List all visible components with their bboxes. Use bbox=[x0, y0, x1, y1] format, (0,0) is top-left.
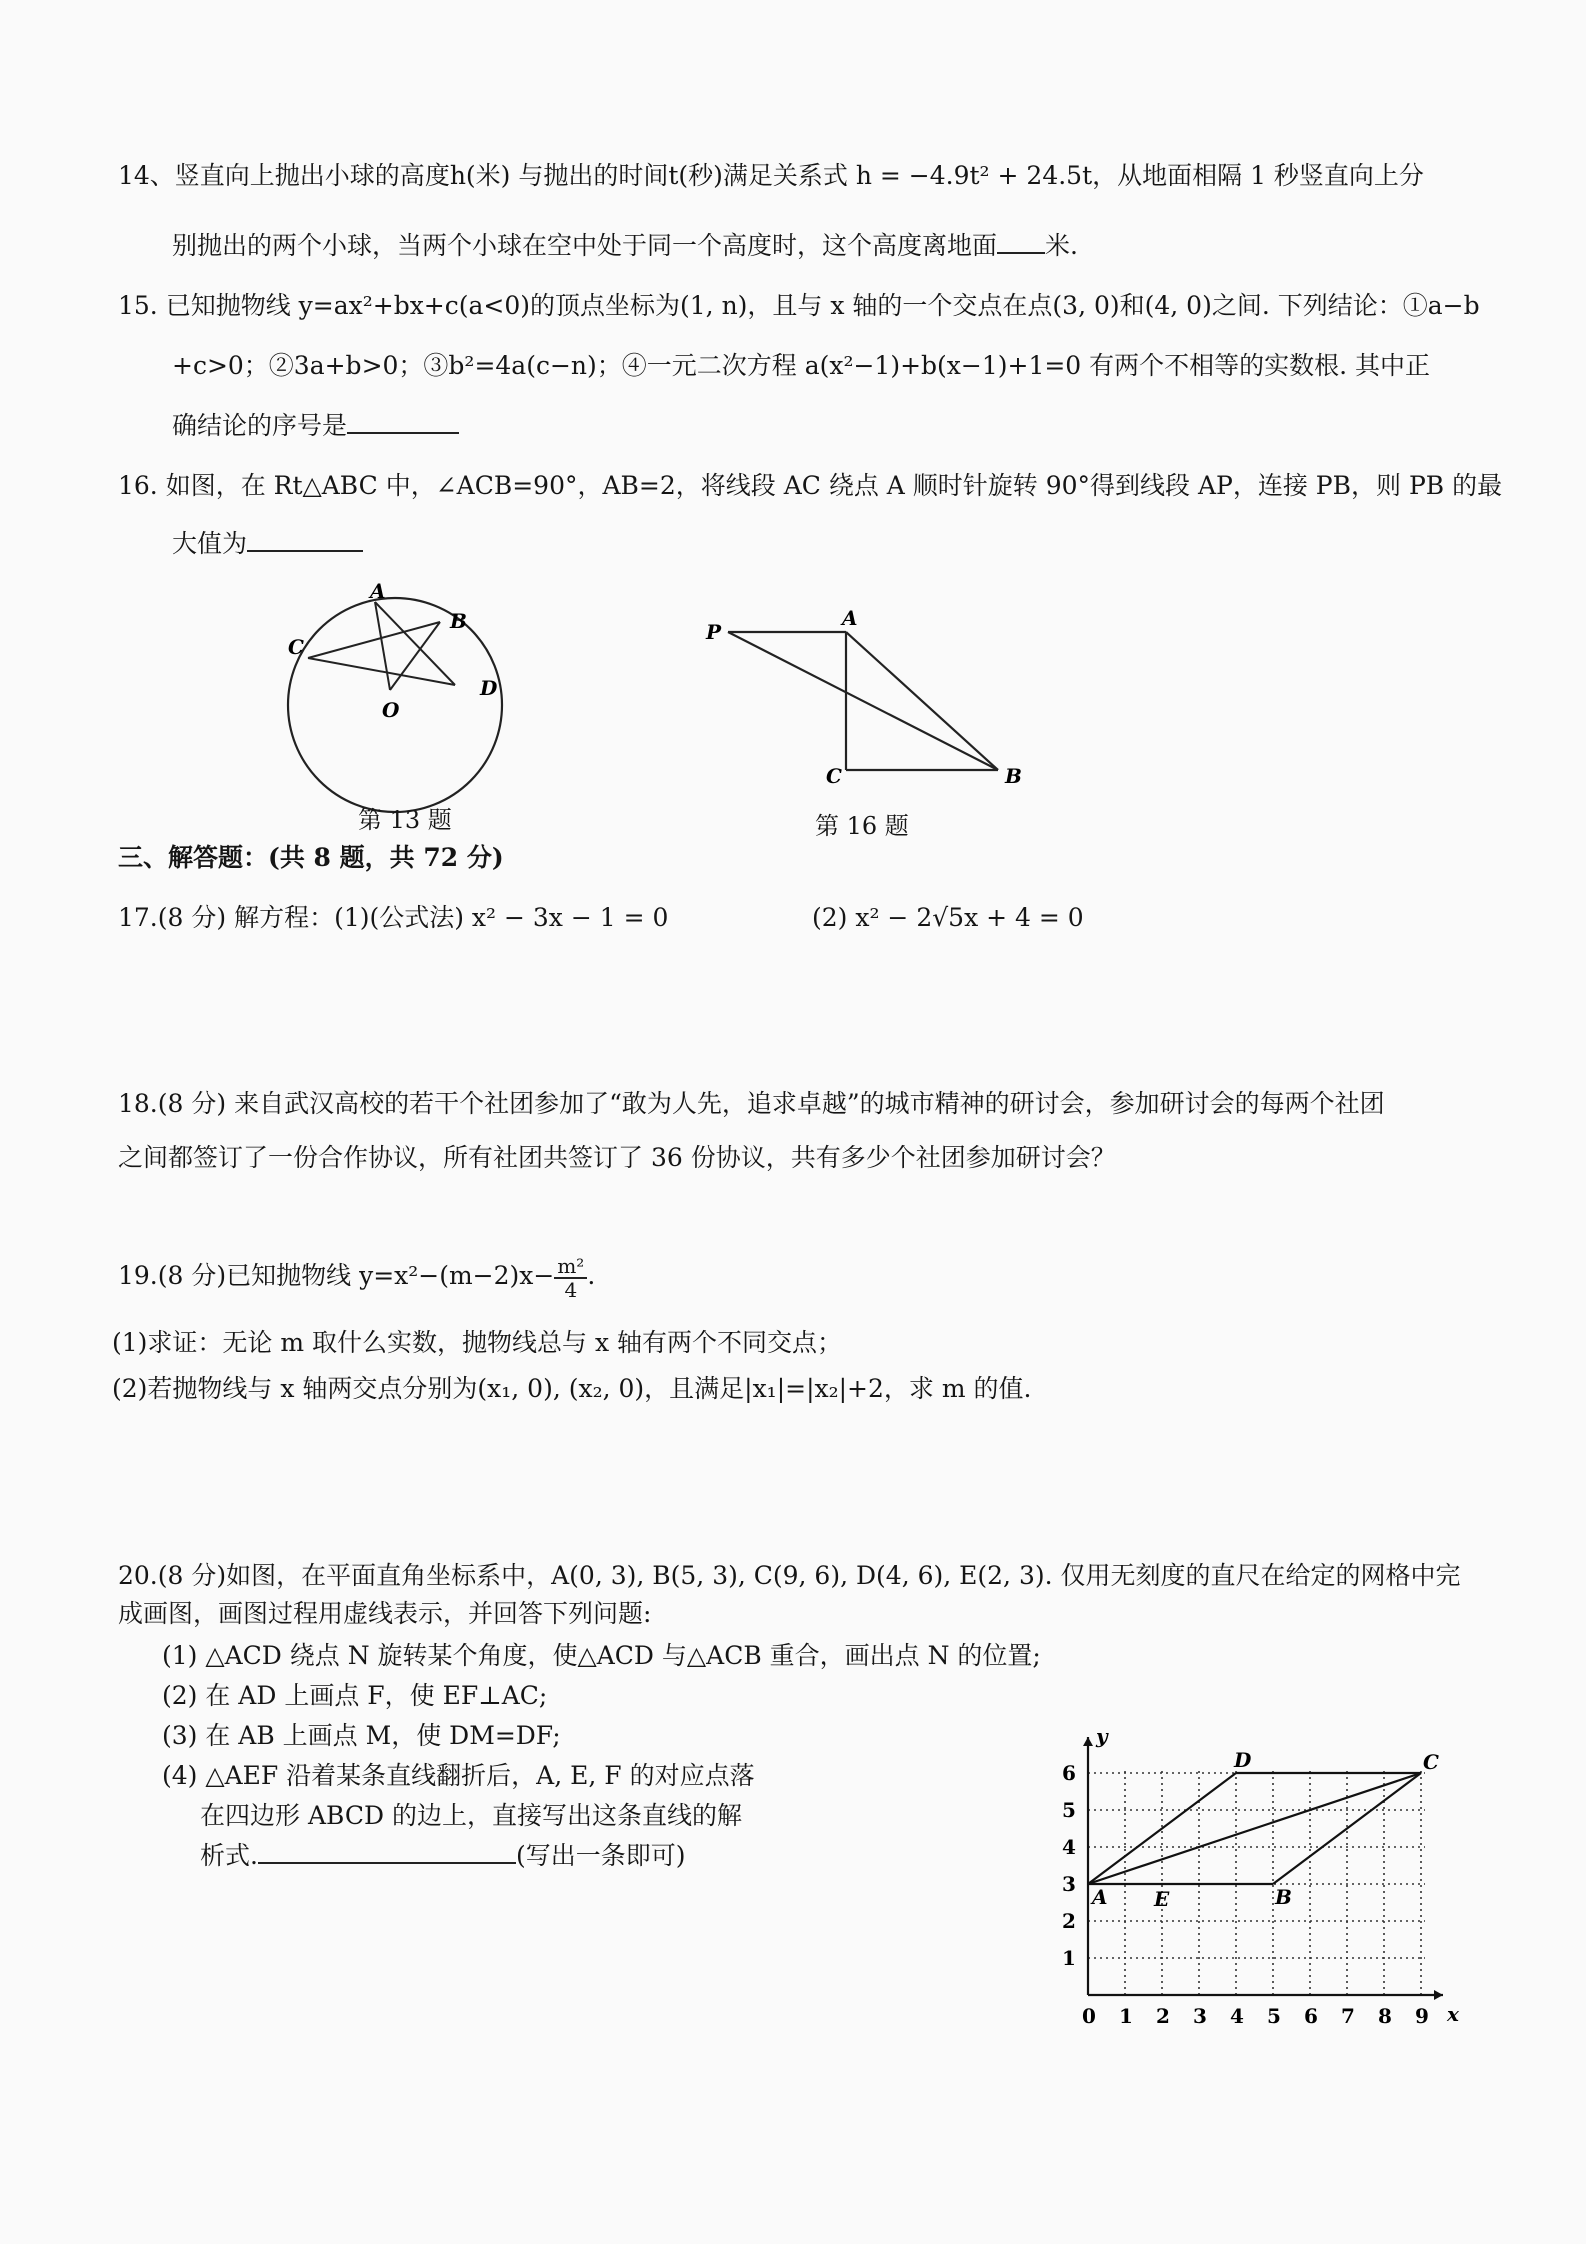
q15-line3 bbox=[172, 410, 459, 442]
y-tick-label: 3 bbox=[1062, 1872, 1076, 1896]
figure-13-circle bbox=[280, 580, 520, 820]
fig16-segment-AB bbox=[846, 632, 998, 770]
q19-stem bbox=[118, 1246, 595, 1306]
q17-part1: 17.(8 分) 解方程：(1)(公式法) x² − 3x − 1 = 0 bbox=[118, 903, 669, 932]
q15-line1: 15. 已知抛物线 y=ax²+bx+c(a<0)的顶点坐标为(1, n)，且与 x 轴的一个交点在点(3, 0)和(4, 0)之间. 下列结论：①a−b bbox=[118, 291, 1480, 320]
section3-heading: 三、解答题：(共 8 题，共 72 分) bbox=[118, 843, 504, 872]
q19-frac-denominator: 4 bbox=[564, 1277, 578, 1302]
q16-line2 bbox=[172, 528, 363, 560]
q20-coordinate-grid bbox=[1050, 1690, 1480, 2030]
q20-part4-prefix: 析式. bbox=[200, 1841, 258, 1870]
fig13-label-C: C bbox=[288, 635, 304, 659]
q20-part2: (2) 在 AD 上画点 F，使 EF⊥AC; bbox=[162, 1681, 548, 1710]
fig13-chord-CB bbox=[308, 622, 440, 658]
x-tick-label: 8 bbox=[1378, 2004, 1392, 2028]
fig13-label-B: B bbox=[450, 609, 467, 633]
x-axis-arrow bbox=[1434, 1990, 1443, 2000]
x-tick-label: 4 bbox=[1230, 2004, 1244, 2028]
x-tick-label: 1 bbox=[1119, 2004, 1133, 2028]
fig16-label-P: P bbox=[706, 620, 722, 644]
q19-part2: (2)若抛物线与 x 轴两交点分别为(x₁, 0), (x₂, 0)，且满足|x₁|=|x₂|+2，求 m 的值. bbox=[112, 1374, 1032, 1403]
y-tick-label: 1 bbox=[1062, 1946, 1076, 1970]
y-axis-arrow bbox=[1083, 1737, 1093, 1746]
fig16-label-B: B bbox=[1005, 764, 1022, 788]
q14-unit: 米. bbox=[1045, 231, 1078, 260]
y-tick-label: 4 bbox=[1062, 1835, 1076, 1859]
q16-line1: 16. 如图，在 Rt△ABC 中，∠ACB=90°，AB=2，将线段 AC 绕点 A 顺时针旋转 90°得到线段 AP，连接 PB，则 PB 的最 bbox=[118, 471, 1503, 500]
q20-part4-line2: 在四边形 ABCD 的边上，直接写出这条直线的解 bbox=[200, 1801, 742, 1830]
q15-line3-text: 确结论的序号是 bbox=[172, 411, 348, 440]
point-label-b: B bbox=[1275, 1885, 1292, 1909]
q20-part1: (1) △ACD 绕点 N 旋转某个角度，使△ACD 与△ACB 重合，画出点 N 的位置; bbox=[162, 1641, 1041, 1670]
q20-answer-blank[interactable] bbox=[258, 1840, 516, 1864]
q19-frac-numerator: m² bbox=[554, 1255, 587, 1279]
fig13-caption: 第 13 题 bbox=[358, 806, 452, 834]
segment-AC bbox=[1088, 1773, 1421, 1884]
x-tick-label: 0 bbox=[1082, 2004, 1096, 2028]
q14-line2 bbox=[172, 230, 1078, 262]
grid-parallelogram bbox=[1088, 1773, 1421, 1884]
grid-axes bbox=[1083, 1724, 1460, 2026]
figure-16-triangle bbox=[700, 605, 1040, 790]
q19-stem-end: . bbox=[587, 1261, 596, 1290]
fig13-label-A: A bbox=[370, 580, 386, 603]
q20-part4-suffix: (写出一条即可) bbox=[515, 1841, 686, 1870]
point-label-e: E bbox=[1154, 1887, 1170, 1911]
fig16-label-A: A bbox=[842, 606, 858, 630]
q16-line2-text: 大值为 bbox=[172, 529, 248, 558]
x-tick-label: 2 bbox=[1156, 2004, 1170, 2028]
q14-answer-blank[interactable] bbox=[997, 230, 1045, 254]
fig13-label-D: D bbox=[480, 676, 498, 700]
x-tick-label: 3 bbox=[1193, 2004, 1207, 2028]
q14-line1: 14、竖直向上抛出小球的高度h(米) 与抛出的时间t(秒)满足关系式 h = −4.9t² + 24.5t，从地面相隔 1 秒竖直向上分 bbox=[118, 161, 1424, 190]
q20-part3: (3) 在 AB 上画点 M，使 DM=DF; bbox=[162, 1721, 561, 1750]
point-label-d: D bbox=[1234, 1748, 1252, 1772]
q18-line1: 18.(8 分) 来自武汉高校的若干个社团参加了“敢为人先，追求卓越”的城市精神的研讨会，参加研讨会的每两个社团 bbox=[118, 1089, 1385, 1118]
q20-part4-line1: (4) △AEF 沿着某条直线翻折后，A, E, F 的对应点落 bbox=[162, 1761, 755, 1790]
q18-line2: 之间都签订了一份合作协议，所有社团共签订了 36 份协议，共有多少个社团参加研讨会？ bbox=[118, 1143, 1116, 1172]
grid-tick-labels bbox=[1062, 1761, 1429, 2028]
q17-part2: (2) x² − 2√5x + 4 = 0 bbox=[812, 903, 1084, 932]
y-axis-label: y bbox=[1096, 1724, 1108, 1748]
q19-stem-text: 19.(8 分)已知抛物线 y=x²−(m−2)x− bbox=[118, 1261, 555, 1290]
q16-answer-blank[interactable] bbox=[247, 528, 363, 552]
point-label-a: A bbox=[1092, 1885, 1108, 1909]
y-tick-label: 6 bbox=[1062, 1761, 1076, 1785]
fig16-label-C: C bbox=[826, 764, 842, 788]
x-tick-label: 9 bbox=[1415, 2004, 1429, 2028]
x-tick-label: 5 bbox=[1267, 2004, 1281, 2028]
q14-line2-text: 别抛出的两个小球，当两个小球在空中处于同一个高度时，这个高度离地面 bbox=[172, 231, 998, 260]
fig13-label-O: O bbox=[382, 698, 400, 722]
q15-answer-blank[interactable] bbox=[347, 410, 459, 434]
q20-line1: 20.(8 分)如图，在平面直角坐标系中，A(0, 3), B(5, 3), C(9, 6), D(4, 6), E(2, 3). 仅用无刻度的直尺在给定的网格中完 bbox=[118, 1561, 1461, 1590]
x-tick-label: 7 bbox=[1341, 2004, 1355, 2028]
x-axis-label: x bbox=[1447, 2002, 1459, 2026]
x-tick-label: 6 bbox=[1304, 2004, 1318, 2028]
q20-line2: 成画图，画图过程用虚线表示，并回答下列问题: bbox=[118, 1599, 652, 1628]
fig16-segment-PB bbox=[728, 632, 998, 770]
point-label-c: C bbox=[1423, 1750, 1439, 1774]
y-tick-label: 5 bbox=[1062, 1798, 1076, 1822]
fig16-caption: 第 16 题 bbox=[815, 812, 909, 840]
fig13-segment-BO bbox=[390, 622, 440, 690]
q19-part1: (1)求证：无论 m 取什么实数，抛物线总与 x 轴有两个不同交点； bbox=[112, 1328, 843, 1357]
q19-fraction bbox=[554, 1255, 587, 1301]
q15-line2: +c>0；②3a+b>0；③b²=4a(c−n)；④一元二次方程 a(x²−1)+b(x−1)+1=0 有两个不相等的实数根. 其中正 bbox=[172, 351, 1431, 380]
q20-part4-line3 bbox=[200, 1840, 685, 1872]
y-tick-label: 2 bbox=[1062, 1909, 1076, 1933]
